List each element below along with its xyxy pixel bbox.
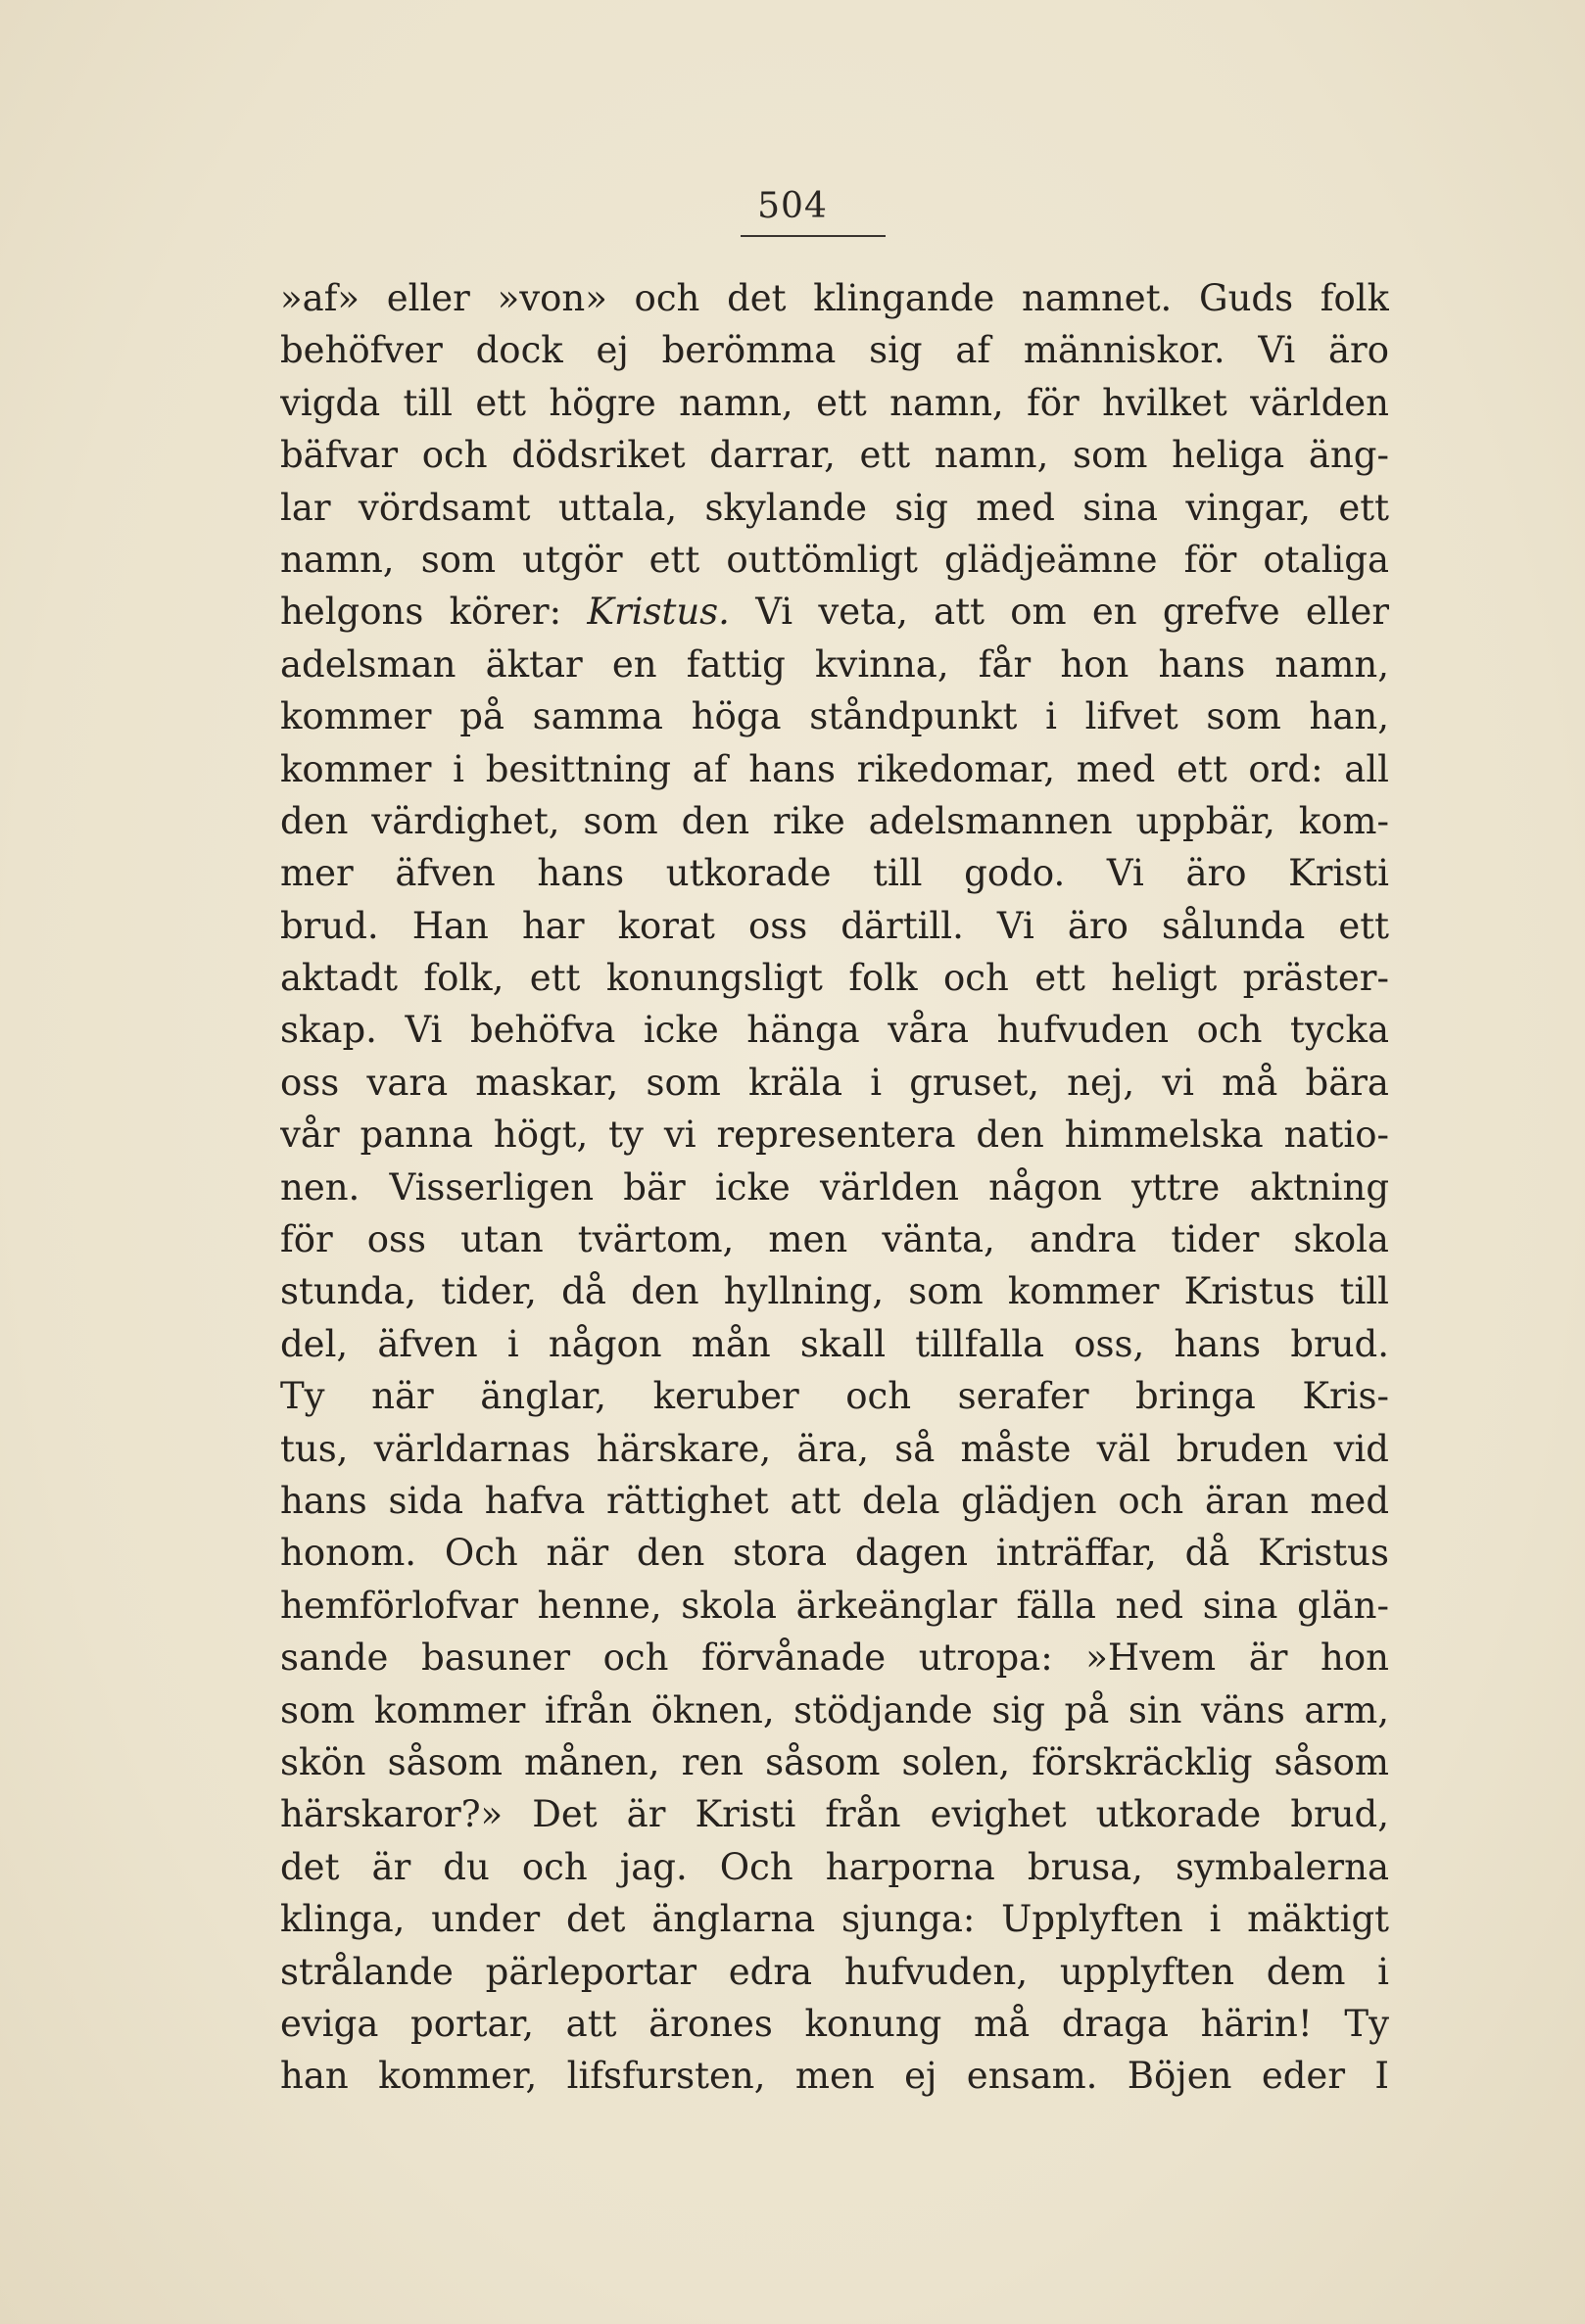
text-line: skön såsom månen, ren såsom solen, förskräcklig såsom [280, 1740, 1389, 1783]
text-line: hans sida hafva rättighet att dela glädjen och äran med [280, 1479, 1389, 1522]
text-line: vigda till ett högre namn, ett namn, för hvilket världen [280, 381, 1389, 424]
text-line: aktadt folk, ett konungsligt folk och ett heligt präster- [280, 957, 1389, 1000]
text-line: del, äfven i någon mån skall tillfalla oss, hans brud. [280, 1322, 1389, 1365]
text-line: kommer i besittning af hans rikedomar, med ett ord: all [280, 747, 1389, 790]
text-line: honom. Och när den stora dagen inträffar, då Kristus [280, 1532, 1389, 1575]
text-line: strålande pärleportar edra hufvuden, upplyften dem i [280, 1950, 1389, 1993]
text-line: nen. Visserligen bär icke världen någon yttre aktning [280, 1165, 1389, 1209]
text-line: som kommer ifrån öknen, stödjande sig på sin väns arm, [280, 1688, 1389, 1731]
text-line: eviga portar, att ärones konung må draga härin! Ty [280, 2002, 1389, 2045]
text-line: hemförlofvar henne, skola ärkeänglar fälla ned sina glän- [280, 1584, 1389, 1627]
text-line: härskaror?» Det är Kristi från evighet utkorade brud, [280, 1793, 1389, 1836]
body-text [280, 272, 1389, 2103]
text-line: »af» eller »von» och det klingande namnet. Guds folk [280, 277, 1389, 319]
page-number: 504 [757, 186, 828, 226]
text-line: brud. Han har korat oss därtill. Vi äro sålunda ett [280, 904, 1389, 947]
text-line-with-italic [280, 586, 1389, 638]
text-line: vår panna högt, ty vi representera den himmelska natio- [280, 1114, 1389, 1157]
italic-word: Kristus. [587, 591, 730, 634]
text-line: mer äfven hans utkorade till godo. Vi äro Kristi [280, 852, 1389, 895]
text-line: klinga, under det änglarna sjunga: Upplyften i mäktigt [280, 1898, 1389, 1941]
text-line: den värdighet, som den rike adelsmannen uppbär, kom- [280, 799, 1389, 842]
text-segment: Vi veta, att om en grefve eller [755, 591, 1389, 634]
text-line: för oss utan tvärtom, men vänta, andra tider skola [280, 1218, 1389, 1261]
text-line: namn, som utgör ett outtömligt glädjeämne för otaliga [280, 538, 1389, 581]
text-line: han kommer, lifsfursten, men ej ensam. Böjen eder I [280, 2055, 1389, 2098]
text-line: oss vara maskar, som kräla i gruset, nej, vi må bära [280, 1061, 1389, 1104]
text-line: skap. Vi behöfva icke hänga våra hufvuden och tycka [280, 1009, 1389, 1052]
text-line: adelsman äktar en fattig kvinna, får hon hans namn, [280, 642, 1389, 686]
text-line: det är du och jag. Och harporna brusa, symbalerna [280, 1845, 1389, 1888]
text-line: sande basuner och förvånade utropa: »Hvem är hon [280, 1636, 1389, 1680]
text-segment: helgons körer: [280, 591, 562, 634]
text-line: bäfvar och dödsriket darrar, ett namn, som heliga äng- [280, 434, 1389, 477]
text-line: lar vördsamt uttala, skylande sig med sina vingar, ett [280, 486, 1389, 529]
text-line: behöfver dock ej berömma sig af människor. Vi äro [280, 329, 1389, 372]
text-line: kommer på samma höga ståndpunkt i lifvet som han, [280, 695, 1389, 738]
text-line: tus, världarnas härskare, ära, så måste väl bruden vid [280, 1427, 1389, 1470]
page-number-rule [741, 235, 886, 237]
text-line: Ty när änglar, keruber och serafer bringa Kris- [280, 1375, 1389, 1418]
text-line: stunda, tider, då den hyllning, som kommer Kristus till [280, 1270, 1389, 1313]
